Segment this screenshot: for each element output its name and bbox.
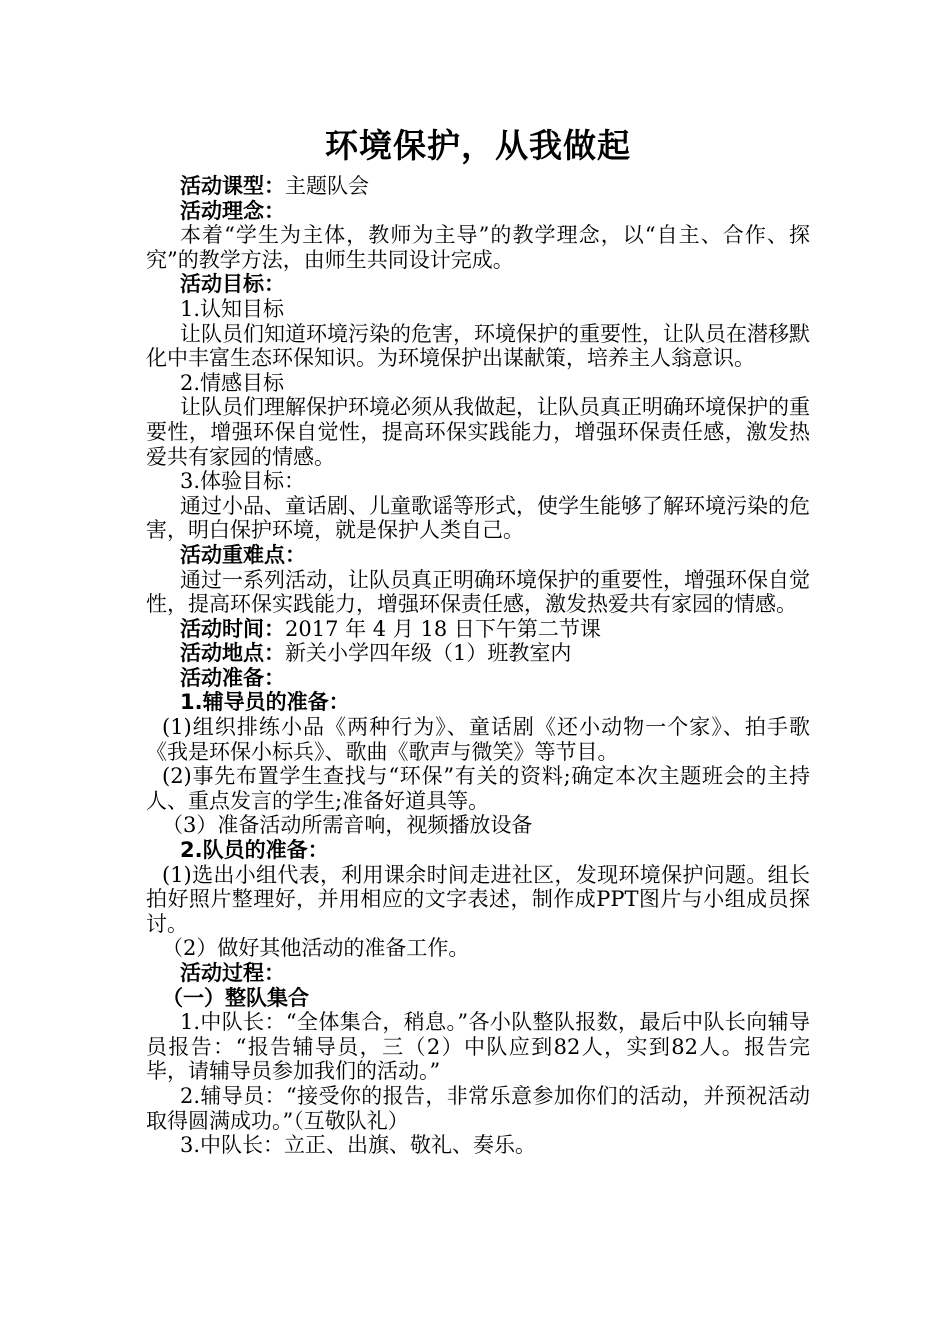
- concept-paragraph: 本着“学生为主体，教师为主导”的教学理念，以“自主、合作、探究”的教学方法，由师生共同设计完成。: [146, 223, 810, 272]
- goal1-paragraph: 让队员们知道环境污染的危害，环境保护的重要性，让队员在潜移默化中丰富生态环保知识。为环境保护出谋献策，培养主人翁意识。: [146, 321, 810, 371]
- activity-type-label: 活动课型：: [180, 174, 285, 198]
- member-prep-item: (1)选出小组代表，利用课余时间走进社区，发现环境保护问题。组长拍好照片整理好，并用相应的文字表述，制作成PPT图片与小组成员探讨。: [146, 862, 810, 936]
- activity-time: [146, 617, 810, 642]
- member-prep-heading: 2.队员的准备：: [180, 838, 329, 863]
- goals-heading: 活动目标：: [180, 272, 285, 297]
- goal2-paragraph: 让队员们理解保护环境必须从我做起，让队员真正明确环境保护的重要性，增强环保自觉性，提高环保实践能力，增强环保责任感，激发热爱共有家园的情感。: [146, 395, 810, 469]
- goal3-title: 3.体验目标：: [180, 469, 306, 494]
- activity-time-label: 活动时间：: [180, 616, 285, 641]
- process-step: 1.中队长：“全体集合，稍息。”各小队整队报数，最后中队长向辅导员报告：“报告辅导员，三（2）中队应到82人，实到82人。报告完毕，请辅导员参加我们的活动。”: [146, 1010, 810, 1084]
- key-points-paragraph: 通过一系列活动，让队员真正明确环境保护的重要性，增强环保自觉性，提高环保实践能力，增强环保责任感，激发热爱共有家园的情感。: [146, 567, 810, 617]
- counselor-prep-item: (1)组织排练小品《两种行为》、童话剧《还小动物一个家》、拍手歌《我是环保小标兵》、歌曲《歌声与微笑》等节目。: [146, 715, 810, 764]
- goal1-title: 1.认知目标: [180, 296, 285, 321]
- activity-type: [146, 174, 810, 199]
- concept-heading: 活动理念：: [180, 198, 285, 223]
- preparation-heading: 活动准备：: [180, 665, 285, 690]
- activity-place-value: 新关小学四年级（1）班教室内: [285, 641, 572, 666]
- member-prep-item: （2）做好其他活动的准备工作。: [162, 936, 470, 961]
- goal3-paragraph: 通过小品、童话剧、儿童歌谣等形式，使学生能够了解环境污染的危害，明白保护环境，就是保护人类自己。: [146, 493, 810, 543]
- process-step: 3.中队长：立正、出旗、敬礼、奏乐。: [180, 1133, 537, 1158]
- activity-time-value: 2017 年 4 月 18 日下午第二节课: [285, 616, 601, 641]
- process-heading: 活动过程：: [180, 961, 285, 985]
- process-step: 2.辅导员：“接受你的报告，非常乐意参加你们的活动，并预祝活动取得圆满成功。”（互敬队礼）: [146, 1083, 810, 1133]
- activity-place: [146, 641, 810, 666]
- activity-place-label: 活动地点：: [180, 641, 285, 666]
- document-title: 环境保护，从我做起: [325, 126, 631, 165]
- counselor-prep-heading: 1.辅导员的准备：: [180, 690, 350, 715]
- section-heading: （一）整队集合: [162, 985, 309, 1010]
- activity-type-value: 主题队会: [285, 174, 369, 198]
- counselor-prep-item: (2)事先布置学生查找与“环保”有关的资料;确定本次主题班会的主持人、重点发言的学生;准备好道具等。: [146, 764, 810, 813]
- key-points-heading: 活动重难点：: [180, 542, 306, 567]
- document-page: [146, 118, 810, 1158]
- goal2-title: 2.情感目标: [180, 370, 285, 395]
- counselor-prep-item: （3）准备活动所需音响，视频播放设备: [162, 813, 533, 838]
